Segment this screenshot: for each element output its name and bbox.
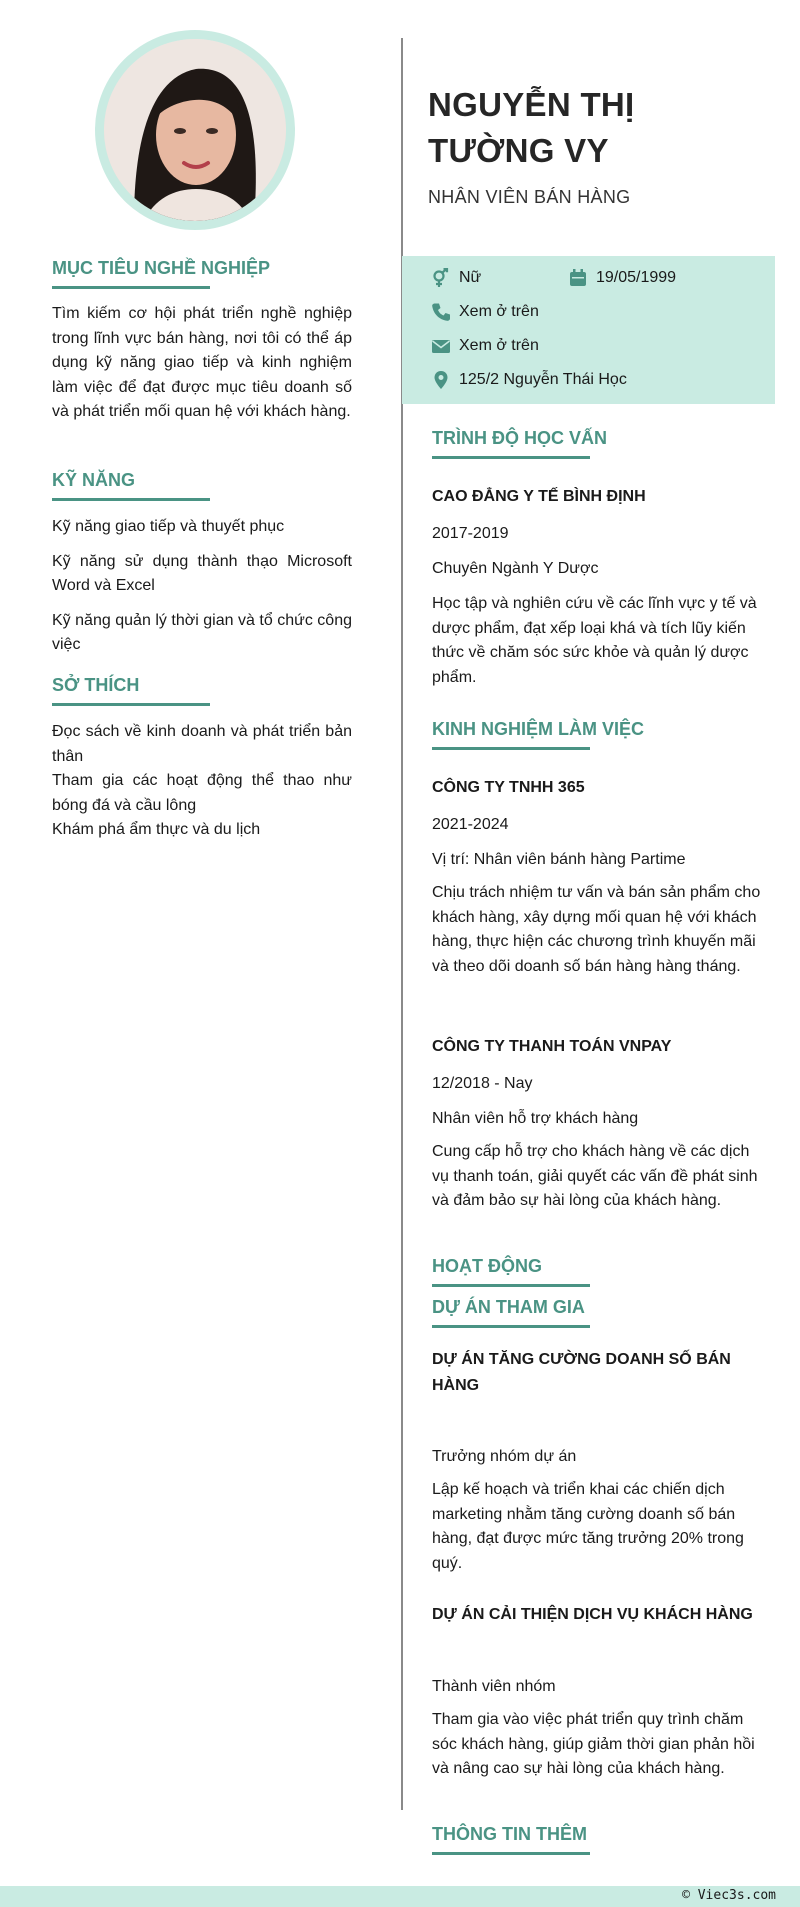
education-title: TRÌNH ĐỘ HỌC VẤN — [432, 428, 607, 448]
skills-underline — [52, 498, 210, 501]
job-entry — [432, 777, 762, 979]
project-role: Trưởng nhóm dự án — [432, 1448, 577, 1465]
job-period: 12/2018 - Nay — [432, 1075, 533, 1092]
footer-bar — [0, 1886, 800, 1907]
additional-title: THÔNG TIN THÊM — [432, 1824, 587, 1844]
skill-item: Kỹ năng giao tiếp và thuyết phục — [52, 518, 285, 535]
experience-title: KINH NGHIỆM LÀM VIỆC — [432, 719, 645, 739]
hobbies-title: SỞ THÍCH — [52, 675, 140, 695]
experience-underline — [432, 747, 590, 750]
portrait-illustration — [104, 39, 286, 221]
education-period: 2017-2019 — [432, 525, 509, 542]
education-description: Học tập và nghiên cứu về các lĩnh vực y tế và dược phẩm, đạt xếp loại khá và tích lũy kiến thức về chăm sóc sức khỏe và quản lý dược phẩm. — [432, 595, 757, 686]
project-name: DỰ ÁN CẢI THIỆN DỊCH VỤ KHÁCH HÀNG — [432, 1606, 753, 1623]
gender-icon — [430, 267, 452, 289]
job-company: CÔNG TY TNHH 365 — [432, 779, 585, 796]
address-value: 125/2 Nguyễn Thái Học — [459, 371, 627, 388]
profile-photo — [95, 30, 295, 230]
activities-underline — [432, 1284, 590, 1287]
avatar — [104, 39, 286, 221]
skills-section — [52, 470, 352, 668]
project-entry — [432, 1604, 762, 1782]
activities-title: HOẠT ĐỘNG — [432, 1256, 542, 1276]
skill-item: Kỹ năng quản lý thời gian và tổ chức công việc — [52, 612, 352, 653]
gender-value: Nữ — [459, 269, 482, 286]
project-name: DỰ ÁN TĂNG CƯỜNG DOANH SỐ BÁN HÀNG — [432, 1351, 731, 1394]
objective-underline — [52, 286, 210, 289]
contact-email — [430, 335, 539, 357]
contact-phone — [430, 301, 539, 323]
education-underline — [432, 456, 590, 459]
hobby-item: Tham gia các hoạt động thể thao như bóng đá và cầu lông — [52, 772, 352, 814]
project-description: Lập kế hoạch và triển khai các chiến dịch marketing nhằm tăng cường doanh số bán hàng, đạt được mức tăng trưởng 20% trong quý. — [432, 1481, 744, 1572]
phone-value: Xem ở trên — [459, 303, 539, 320]
location-pin-icon — [430, 369, 452, 391]
project-description: Tham gia vào việc phát triển quy trình chăm sóc khách hàng, giúp giảm thời gian phản hồi và nâng cao sự hài lòng của khách hàng. — [432, 1711, 755, 1778]
candidate-role: NHÂN VIÊN BÁN HÀNG — [428, 187, 631, 207]
birthday-value: 19/05/1999 — [596, 269, 677, 286]
hobbies-section — [52, 675, 352, 843]
projects-title: DỰ ÁN THAM GIA — [432, 1297, 585, 1317]
activities-section — [432, 1256, 762, 1287]
objective-text: Tìm kiếm cơ hội phát triển nghề nghiệp trong lĩnh vực bán hàng, nơi tôi có thể áp dụng kỹ năng giao tiếp và kinh nghiệm làm việc để đạt được mục tiêu doanh số và phát triển mối quan hệ với khách hàng. — [52, 305, 352, 421]
objective-title: MỤC TIÊU NGHỀ NGHIỆP — [52, 258, 271, 278]
hobby-item: Khám phá ẩm thực và du lịch — [52, 821, 261, 839]
job-entry — [432, 1036, 762, 1214]
additional-section — [432, 1824, 762, 1855]
footer-credit: © Viec3s.com — [682, 1888, 776, 1903]
additional-underline — [432, 1852, 590, 1855]
project-entry — [432, 1347, 752, 1576]
candidate-name: NGUYỄN THỊ TƯỜNG VY — [428, 86, 635, 169]
hobbies-underline — [52, 703, 210, 706]
job-period: 2021-2024 — [432, 816, 509, 833]
education-section — [432, 428, 762, 686]
job-position: Nhân viên hỗ trợ khách hàng — [432, 1110, 639, 1127]
projects-underline — [432, 1325, 590, 1328]
experience-section — [432, 719, 762, 1210]
projects-section — [432, 1297, 762, 1778]
hobby-item: Đọc sách về kinh doanh và phát triển bản thân — [52, 723, 352, 765]
envelope-icon — [430, 335, 452, 357]
contact-gender — [430, 267, 481, 289]
skills-title: KỸ NĂNG — [52, 470, 136, 490]
contact-birthday — [567, 267, 676, 289]
contact-box — [402, 256, 775, 404]
job-description: Chịu trách nhiệm tư vấn và bán sản phẩm cho khách hàng, xây dựng mối quan hệ với khách hàng, thực hiện các chương trình khuyến mãi và theo dõi doanh số bán hàng hàng tháng. — [432, 884, 761, 975]
objective-section — [52, 258, 352, 425]
education-school: CAO ĐẲNG Y TẾ BÌNH ĐỊNH — [432, 488, 646, 505]
email-value: Xem ở trên — [459, 337, 539, 354]
project-role: Thành viên nhóm — [432, 1678, 556, 1695]
job-company: CÔNG TY THANH TOÁN VNPAY — [432, 1038, 672, 1055]
contact-address — [430, 369, 627, 391]
skill-item: Kỹ năng sử dụng thành thạo Microsoft Word và Excel — [52, 553, 352, 594]
calendar-icon — [567, 267, 589, 289]
job-position: Vị trí: Nhân viên bánh hàng Partime — [432, 851, 686, 868]
education-major: Chuyên Ngành Y Dược — [432, 560, 599, 577]
phone-icon — [430, 301, 452, 323]
job-description: Cung cấp hỗ trợ cho khách hàng về các dịch vụ thanh toán, giải quyết các vấn đề phát sinh và đảm bảo sự hài lòng của khách hàng. — [432, 1143, 758, 1210]
